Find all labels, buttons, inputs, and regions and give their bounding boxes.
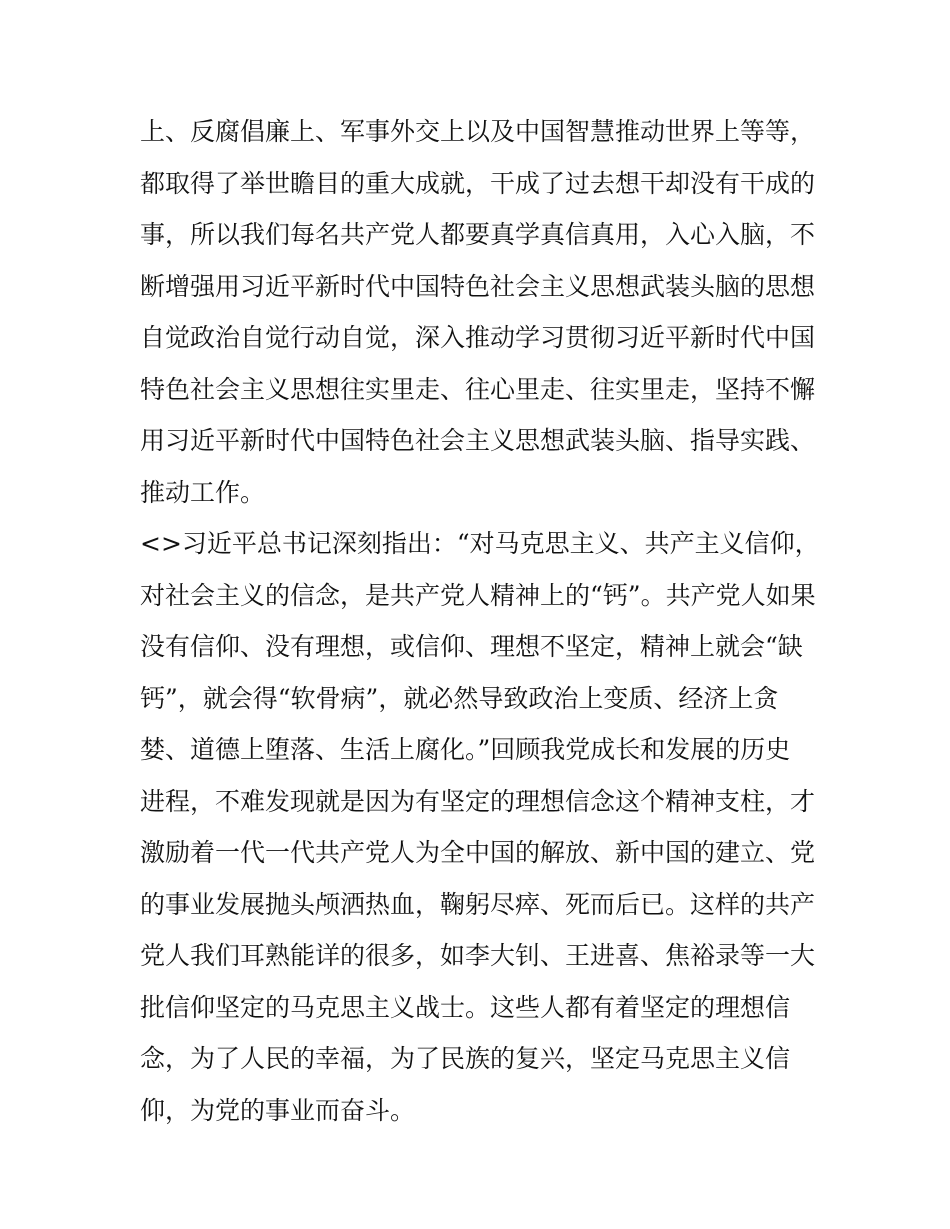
text-line: 仰，为党的事业而奋斗。 xyxy=(140,1095,416,1125)
body-text xyxy=(140,106,840,1136)
text-line: 都取得了举世瞻目的重大成就，干成了过去想干却没有干成的 xyxy=(140,168,816,198)
text-line: 进程，不难发现就是因为有坚定的理想信念这个精神支柱，才 xyxy=(140,786,816,816)
text-line: 特色社会主义思想往实里走、往心里走、往实里走，坚持不懈 xyxy=(140,374,816,404)
text-line: 的事业发展抛头颅洒热血，鞠躬尽瘁、死而后已。这样的共产 xyxy=(140,889,816,919)
text-line: 钙”，就会得“软骨病”，就必然导致政治上变质、经济上贪 xyxy=(140,683,779,713)
text-line: 对社会主义的信念，是共产党人精神上的“钙”。共产党人如果 xyxy=(140,580,816,610)
text-line: 批信仰坚定的马克思主义战士。这些人都有着坚定的理想信 xyxy=(140,992,791,1022)
text-line: <>习近平总书记深刻指出：“对马克思主义、共产主义信仰， xyxy=(140,529,820,558)
text-line: 念，为了人民的幸福，为了民族的复兴，坚定马克思主义信 xyxy=(140,1044,791,1073)
text-line: 上、反腐倡廉上、军事外交上以及中国智慧推动世界上等等， xyxy=(140,117,816,146)
text-line: 事，所以我们每名共产党人都要真学真信真用，入心入脑，不 xyxy=(140,220,816,249)
text-line: 婪、道德上堕落、生活上腐化。”回顾我党成长和发展的历史 xyxy=(140,735,791,764)
text-line: 没有信仰、没有理想，或信仰、理想不坚定，精神上就会“缺 xyxy=(140,632,803,661)
text-line: 推动工作。 xyxy=(140,477,266,507)
text-line: 断增强用习近平新时代中国特色社会主义思想武装头脑的思想 xyxy=(140,271,816,301)
text-line: 激励着一代一代共产党人为全中国的解放、新中国的建立、党 xyxy=(140,838,816,867)
text-line: 自觉政治自觉行动自觉，深入推动学习贯彻习近平新时代中国 xyxy=(140,323,816,352)
text-line: 党人我们耳熟能详的很多，如李大钊、王进喜、焦裕录等一大 xyxy=(140,941,816,970)
text-line: 用习近平新时代中国特色社会主义思想武装头脑、指导实践、 xyxy=(140,426,816,455)
